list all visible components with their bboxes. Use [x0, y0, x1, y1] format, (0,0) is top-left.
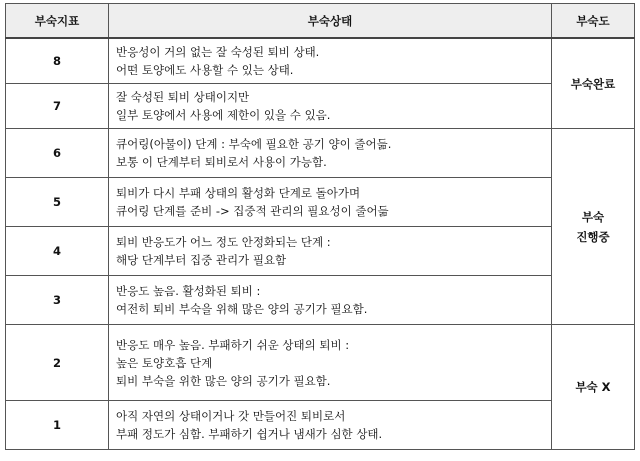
status-line: 아직 자연의 상태이거나 갓 만들어진 퇴비로서 [116, 409, 346, 423]
maturity-index: 8 [6, 38, 109, 84]
status-line: 큐어링(아물이) 단계 : 부숙에 필요한 공기 양이 줄어듦. [116, 137, 392, 151]
header-row [6, 4, 635, 39]
status-line: 보통 이 단계부터 퇴비로서 사용이 가능함. [116, 155, 327, 169]
maturity-index: 2 [6, 325, 109, 401]
status-line: 해당 단계부터 집중 관리가 필요함 [116, 253, 287, 267]
degree-in-progress [552, 129, 635, 325]
status-line: 반응성이 거의 없는 잘 숙성된 퇴비 상태. [116, 45, 320, 59]
maturity-index: 3 [6, 276, 109, 325]
status-line: 퇴비 반응도가 어느 정도 안정화되는 단계 : [116, 235, 331, 249]
status-line: 퇴비가 다시 부패 상태의 활성화 단계로 돌아가며 [116, 186, 361, 200]
status-line: 여전히 퇴비 부숙을 위해 많은 양의 공기가 필요함. [116, 302, 368, 316]
table-row [6, 38, 635, 84]
table-row [6, 325, 635, 401]
maturity-status [109, 227, 552, 276]
degree-none [552, 325, 635, 450]
status-line: 어떤 토양에도 사용할 수 있는 상태. [116, 63, 294, 77]
maturity-status [109, 178, 552, 227]
table-row [6, 276, 635, 325]
maturity-index: 1 [6, 401, 109, 450]
maturity-status [109, 401, 552, 450]
maturity-index: 4 [6, 227, 109, 276]
maturity-status [109, 129, 552, 178]
table-row [6, 178, 635, 227]
maturity-status [109, 84, 552, 129]
maturity-index: 6 [6, 129, 109, 178]
status-line: 부패 정도가 심함. 부패하기 쉽거나 냄새가 심한 상태. [116, 427, 383, 441]
header-maturity-index: 부숙지표 [6, 4, 109, 39]
status-line: 큐어링 단계를 준비 -> 집중적 관리의 필요성이 줄어듦 [116, 204, 389, 218]
compost-maturity-table [5, 3, 635, 450]
maturity-index: 7 [6, 84, 109, 129]
header-maturity-degree: 부숙도 [552, 4, 635, 39]
maturity-index: 5 [6, 178, 109, 227]
status-line: 일부 토양에서 사용에 제한이 있을 수 있음. [116, 108, 331, 122]
degree-complete [552, 38, 635, 129]
table-row [6, 129, 635, 178]
table-row [6, 227, 635, 276]
table-row [6, 84, 635, 129]
degree-label: 부숙 X [575, 380, 611, 394]
degree-label: 부숙 [581, 209, 605, 224]
header-maturity-status: 부숙상태 [109, 4, 552, 39]
status-line: 퇴비 부숙을 위한 많은 양의 공기가 필요함. [116, 373, 331, 388]
degree-label: 부숙완료 [570, 76, 616, 91]
maturity-status [109, 38, 552, 84]
status-line: 잘 숙성된 퇴비 상태이지만 [116, 90, 250, 104]
table-row [6, 401, 635, 450]
degree-label: 진행중 [576, 229, 610, 244]
maturity-status [109, 276, 552, 325]
status-line: 반응도 매우 높음. 부패하기 쉬운 상태의 퇴비 : [116, 337, 350, 352]
maturity-status [109, 325, 552, 401]
status-line: 반응도 높음. 활성화된 퇴비 : [116, 284, 261, 298]
status-line: 높은 토양호흡 단계 [116, 355, 213, 370]
